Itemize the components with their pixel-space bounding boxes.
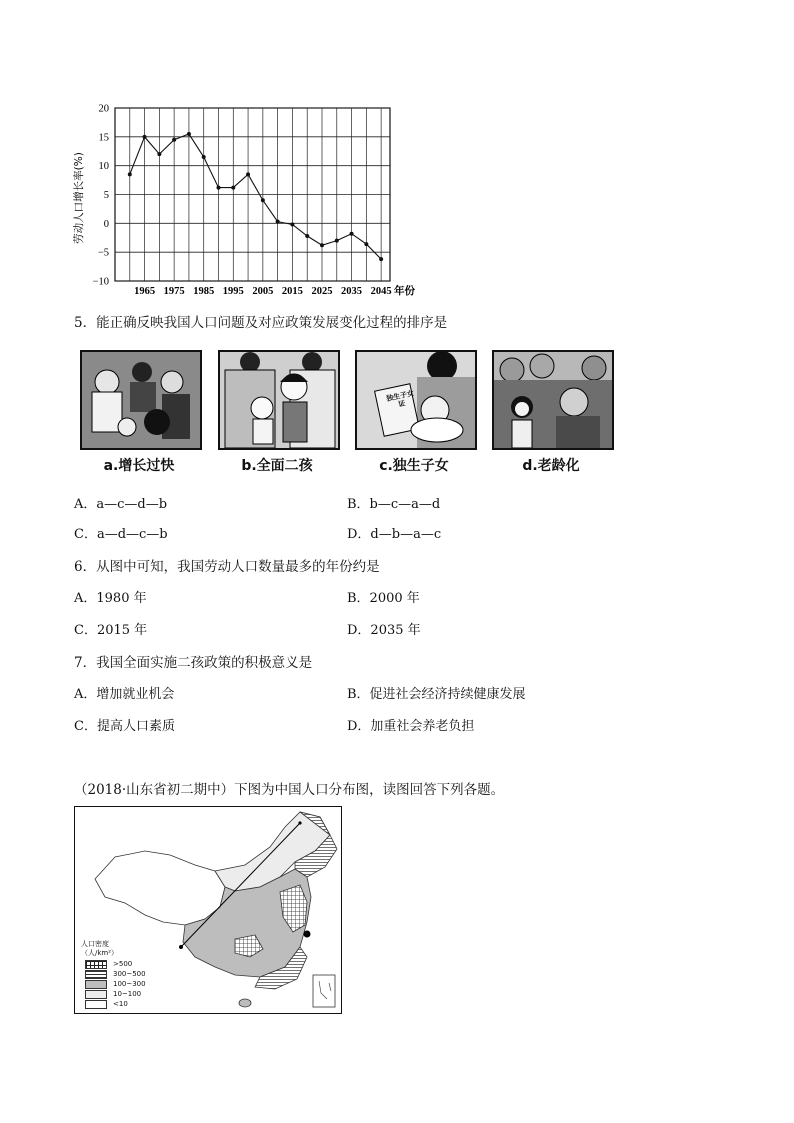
q7-option-d[interactable]: D．加重社会养老负担 xyxy=(347,719,475,734)
x-tick-label: 2005 xyxy=(252,286,274,297)
y-tick-label: −5 xyxy=(97,247,109,259)
x-tick-label: 1985 xyxy=(193,286,215,297)
y-axis-label: 劳动人口增长率(%) xyxy=(73,152,85,244)
data-point xyxy=(187,132,191,136)
image-c-one-child xyxy=(355,350,477,450)
y-tick-label: 10 xyxy=(98,161,109,173)
data-point xyxy=(276,220,280,224)
legend-label-gt500: >500 xyxy=(113,960,133,968)
x-tick-label: 1965 xyxy=(134,286,156,297)
data-point xyxy=(143,135,147,139)
q6-option-d[interactable]: D．2035 年 xyxy=(347,623,421,638)
data-point xyxy=(350,232,354,236)
data-point xyxy=(231,186,235,190)
q6-option-b[interactable]: B．2000 年 xyxy=(347,591,420,606)
data-point xyxy=(246,172,250,176)
q6-option-a[interactable]: A．1980 年 xyxy=(74,591,147,606)
series-line xyxy=(130,134,381,259)
data-point xyxy=(216,186,220,190)
x-tick-label: 1975 xyxy=(163,286,185,297)
image-d-aging xyxy=(492,350,614,450)
china-population-map xyxy=(74,806,342,1014)
labor-growth-chart xyxy=(60,98,430,298)
q5-stem: 5．能正确反映我国人口问题及对应政策发展变化过程的排序是 xyxy=(74,315,448,331)
q7-stem: 7．我国全面实施二孩政策的积极意义是 xyxy=(74,655,313,671)
q6-option-c[interactable]: C．2015 年 xyxy=(74,623,148,638)
data-point xyxy=(172,138,176,142)
image-a-rapid-growth xyxy=(80,350,202,450)
data-point xyxy=(335,239,339,243)
legend-label-100-300: 100~300 xyxy=(113,980,146,988)
q5-option-c[interactable]: C．a—d—c—b xyxy=(74,527,168,542)
y-tick-label: 5 xyxy=(103,190,109,201)
legend-label-lt10: <10 xyxy=(113,1000,128,1008)
legend-label-300-500: 300~500 xyxy=(113,970,146,978)
legend-title: 人口密度 xyxy=(81,940,109,948)
data-point xyxy=(202,155,206,159)
q5-option-a[interactable]: A．a—c—d—b xyxy=(74,497,168,512)
data-point xyxy=(157,152,161,156)
legend-unit: （人/km²） xyxy=(81,949,119,957)
data-point xyxy=(305,234,309,238)
caption-d: d.老龄化 xyxy=(522,458,580,474)
q7-option-a[interactable]: A．增加就业机会 xyxy=(74,687,175,702)
caption-a: a.增长过快 xyxy=(103,458,175,474)
legend-swatch-gt500 xyxy=(85,960,107,969)
q6-stem: 6．从图中可知，我国劳动人口数量最多的年份约是 xyxy=(74,559,380,575)
section-intro: （2018·山东省初二期中）下图为中国人口分布图，读图回答下列各题。 xyxy=(74,782,505,798)
x-axis-unit-label: 年份 xyxy=(394,285,415,297)
legend-swatch-300-500 xyxy=(85,970,107,979)
y-tick-label: 15 xyxy=(98,132,109,144)
q5-option-d[interactable]: D．d—b—a—c xyxy=(347,527,442,542)
x-tick-label: 2015 xyxy=(281,286,303,297)
data-point xyxy=(379,257,383,261)
data-point xyxy=(364,242,368,246)
legend-swatch-10-100 xyxy=(85,990,107,999)
caption-c: c.独生子女 xyxy=(379,458,449,474)
x-tick-label: 2035 xyxy=(341,286,363,297)
x-tick-label: 1995 xyxy=(222,286,244,297)
caption-b: b.全面二孩 xyxy=(241,458,313,474)
q5-option-b[interactable]: B．b—c—a—d xyxy=(347,497,441,512)
q7-option-c[interactable]: C．提高人口素质 xyxy=(74,719,175,734)
data-point xyxy=(320,243,324,247)
x-tick-label: 2025 xyxy=(311,286,333,297)
x-tick-label: 2045 xyxy=(370,286,392,297)
legend-swatch-lt10 xyxy=(85,1000,107,1009)
data-point xyxy=(128,172,132,176)
data-point xyxy=(261,198,265,202)
image-b-two-child xyxy=(218,350,340,450)
y-tick-label: 0 xyxy=(103,218,109,230)
y-tick-label: 20 xyxy=(98,103,109,115)
y-tick-label: −10 xyxy=(92,276,109,288)
legend-label-10-100: 10~100 xyxy=(113,990,142,998)
legend-swatch-100-300 xyxy=(85,980,107,989)
q7-option-b[interactable]: B．促进社会经济持续健康发展 xyxy=(347,687,526,702)
data-point xyxy=(290,222,294,226)
one-child-certificate-text: 独生子女证 xyxy=(385,389,415,409)
